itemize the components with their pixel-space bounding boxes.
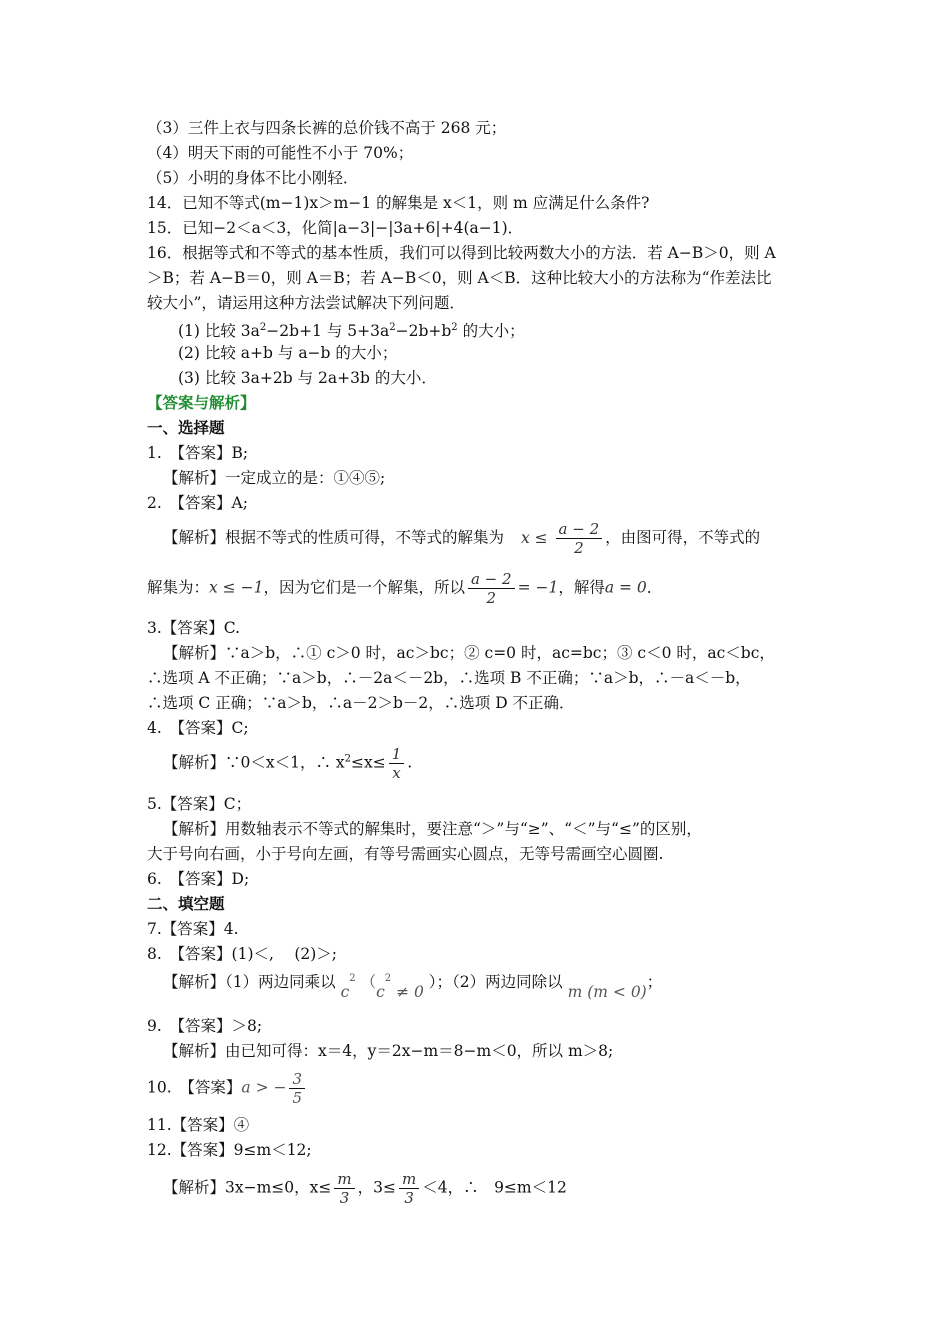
text-line: ∴选项 C 正确；∵a＞b，∴a－2＞b－2，∴选项 D 不正确． xyxy=(147,694,575,712)
fraction: $\frac{m}{3}$ xyxy=(399,1170,419,1207)
answer-1: 1. 【答案】B; xyxy=(147,444,249,462)
text-line: 大于号向右画，小于号向左画，有等号需画实心圆点，无等号需画空心圆圈. xyxy=(147,845,664,863)
fraction: $\frac{m}{3}$ xyxy=(334,1170,354,1207)
answer-4: 4. 【答案】C; xyxy=(147,719,249,737)
text-line: ∴选项 A 不正确；∵a＞b，∴－2a＜－2b，∴选项 B 不正确；∵a＞b，∴－a＜－b， xyxy=(147,669,751,687)
text-line: ＞B；若 A−B＝0，则 A＝B；若 A−B＜0，则 A＜B．这种比较大小的方法称为“作差法比 xyxy=(147,269,772,287)
answer-12: 12.【答案】9≤m＜12; xyxy=(147,1141,312,1159)
text-line: （4）明天下雨的可能性不小于 70%； xyxy=(147,144,414,162)
answer-10: 10. 【答案】a > − $\frac{3}{5}$ xyxy=(147,1070,308,1107)
fraction: $\frac{a - 2}{2}$ xyxy=(556,520,603,557)
analysis-3: 【解析】∵a＞b，∴① c＞0 时，ac＞bc；② c=0 时，ac=bc；③ c＜0 时，ac＜bc， xyxy=(163,644,775,662)
sub-question-3: (3) 比较 3a+2b 与 2a+3b 的大小． xyxy=(178,369,437,387)
analysis-8: 【解析】（1）两边同乘以 $c^2$ （$c^2 \ne 0$ ）；（2）两边同除以 m (m < 0)； xyxy=(163,973,663,1002)
text-line: 较大小”，请运用这种方法尝试解决下列问题． xyxy=(147,294,465,312)
answer-7: 7.【答案】4. xyxy=(147,920,239,938)
question-14: 14．已知不等式(m−1)x＞m−1 的解集是 x＜1，则 m 应满足什么条件? xyxy=(147,194,650,212)
analysis-5: 【解析】用数轴表示不等式的解集时，要注意“＞”与“≥”、“＜”与“≤”的区别， xyxy=(163,820,702,838)
answer-heading: 【答案与解析】 xyxy=(147,393,256,412)
section-title: 一、选择题 xyxy=(147,418,225,437)
analysis-12: 【解析】3x−m≤0，x≤ $\frac{m}{3}$ ，3≤ $\frac{m}{3}$ ＜4，∴ 9≤m＜12 xyxy=(163,1170,567,1207)
sub-question-1: (1) 比较 $3a^2-2b+1$ 与 $5+3a^2-2b+b^2$ 的大小； xyxy=(178,322,525,341)
answer-5: 5.【答案】C； xyxy=(147,795,252,813)
question-15: 15．已知−2＜a＜3，化简|a−3|−|3a+6|+4(a−1)． xyxy=(147,219,524,237)
fraction: $\frac{3}{5}$ xyxy=(289,1070,305,1107)
analysis-4: 【解析】∵0＜x＜1，∴ $x^2\le x\le$ $\frac{1}{x}$ . xyxy=(163,745,413,782)
sub-question-2: (2) 比较 a+b 与 a−b 的大小； xyxy=(178,344,398,362)
fraction: $\frac{a - 2}{2}$ xyxy=(468,570,515,607)
answer-8: 8. 【答案】(1)＜, (2)＞; xyxy=(147,945,338,963)
analysis-1: 【解析】一定成立的是：①④⑤; xyxy=(163,469,386,487)
answer-11: 11.【答案】④ xyxy=(147,1116,250,1134)
text-line: （5）小明的身体不比小刚轻． xyxy=(147,169,359,187)
answer-9: 9. 【答案】＞8; xyxy=(147,1017,263,1035)
text-line: （3）三件上衣与四条长裤的总价钱不高于 268 元； xyxy=(147,119,507,137)
analysis-2: 【解析】根据不等式的性质可得，不等式的解集为 x ≤ $\frac{a - 2}{2}$ ，由图可得，不等式的 xyxy=(163,520,761,557)
section-title: 二、填空题 xyxy=(147,894,225,913)
answer-2: 2. 【答案】A; xyxy=(147,494,248,512)
answer-6: 6. 【答案】D; xyxy=(147,870,250,888)
analysis-9: 【解析】由已知可得：x＝4，y＝2x−m＝8−m＜0，所以 m＞8; xyxy=(163,1042,614,1060)
fraction: $\frac{1}{x}$ xyxy=(389,745,405,782)
question-16: 16．根据等式和不等式的基本性质，我们可以得到比较两数大小的方法．若 A−B＞0，则 A xyxy=(147,244,776,262)
analysis-2-cont: 解集为：x ≤ −1，因为它们是一个解集，所以 $\frac{a - 2}{2}$ = −1，解得a = 0． xyxy=(147,570,663,607)
answer-3: 3.【答案】C. xyxy=(147,619,241,637)
